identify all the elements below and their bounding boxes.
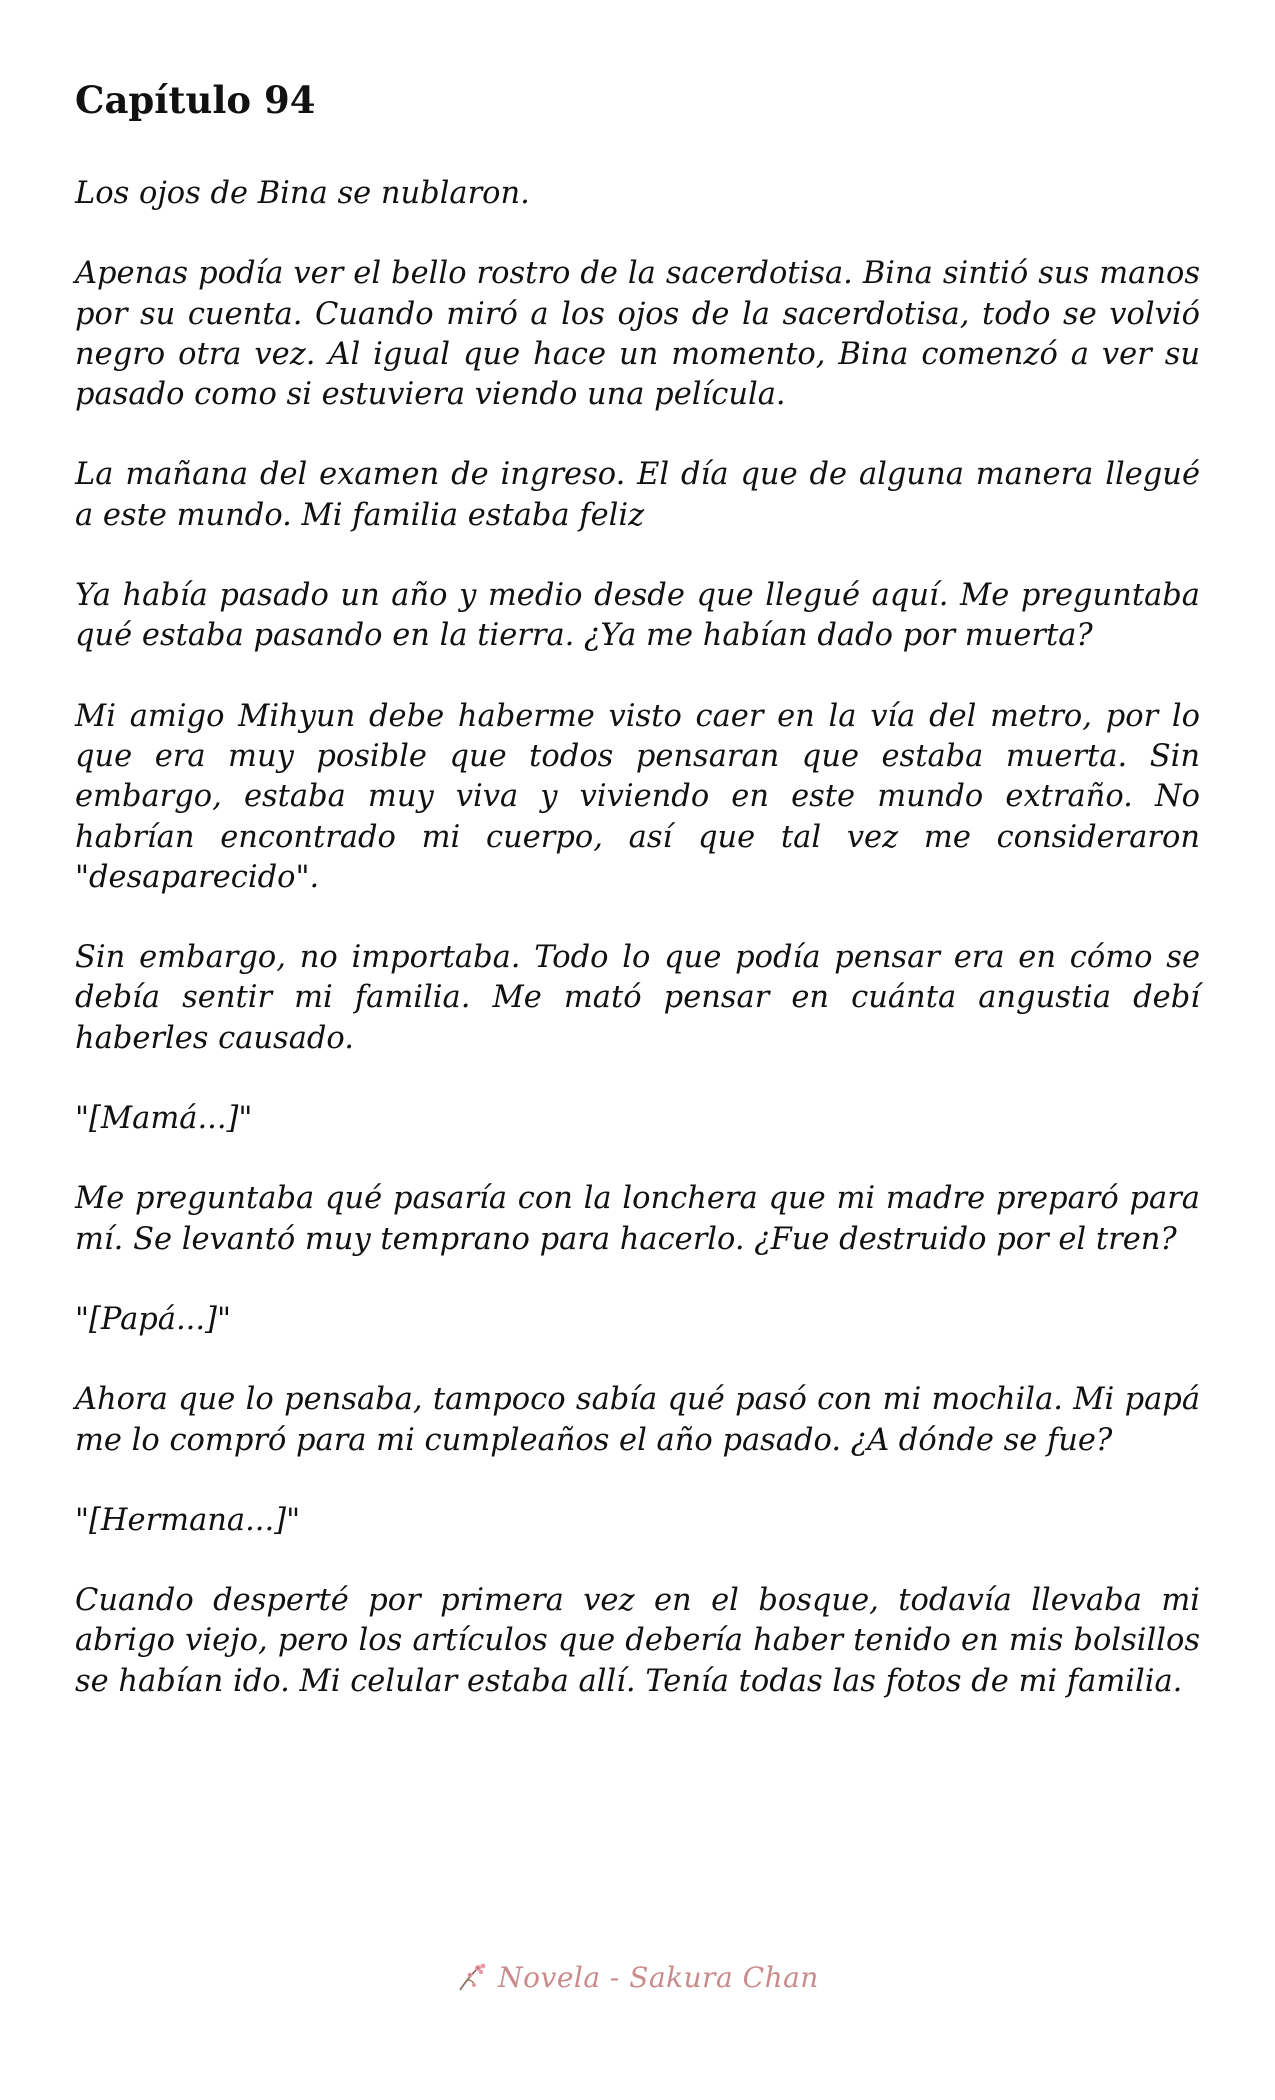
paragraph: Cuando desperté por primera vez en el bosque, todavía llevaba mi abrigo viejo, pero los artículos que debería haber tenido en mis bolsillos se habían ido. Mi celular estaba allí. Tenía todas las fotos de mi familia. [75, 1583, 1200, 1699]
watermark-text: Novela - Sakura Chan [498, 1960, 819, 1994]
dialogue-line: "[Papá...]" [75, 1301, 231, 1337]
paragraph: Mi amigo Mihyun debe haberme visto caer en la vía del metro, por lo que era muy posible que todos pensaran que estaba muerta. Sin embargo, estaba muy viva y viviendo en este mundo extraño. No habrían encontrado mi cuerpo, así que tal vez me consideraron "desaparecido". [75, 698, 1200, 895]
paragraph: La mañana del examen de ingreso. El día que de alguna manera llegué a este mundo. Mi familia estaba feliz [75, 457, 1200, 533]
paragraph: Ya había pasado un año y medio desde que llegué aquí. Me preguntaba qué estaba pasando en la tierra. ¿Ya me habían dado por muerta? [75, 578, 1200, 654]
dialogue-line: "[Hermana...]" [75, 1502, 301, 1538]
chapter-body [75, 174, 1200, 1702]
paragraph: Me preguntaba qué pasaría con la lonchera que mi madre preparó para mí. Se levantó muy temprano para hacerlo. ¿Fue destruido por el tren? [75, 1181, 1200, 1257]
paragraph: Ahora que lo pensaba, tampoco sabía qué pasó con mi mochila. Mi papá me lo compró para mi cumpleaños el año pasado. ¿A dónde se fue? [75, 1382, 1200, 1458]
paragraph: Los ojos de Bina se nublaron. [75, 176, 530, 211]
footer-watermark [0, 1960, 1275, 1994]
paragraph: Apenas podía ver el bello rostro de la sacerdotisa. Bina sintió sus manos por su cuenta. Cuando miró a los ojos de la sacerdotisa, todo se volvió negro otra vez. Al igual que hace un momento, Bina comenzó a ver su pasado como si estuviera viendo una película. [75, 256, 1200, 413]
chapter-title: Capítulo 94 [75, 78, 316, 122]
sakura-blossom-icon [456, 1960, 490, 1994]
paragraph: Sin embargo, no importaba. Todo lo que podía pensar era en cómo se debía sentir mi familia. Me mató pensar en cuánta angustia debí haberles causado. [75, 940, 1200, 1056]
dialogue-line: "[Mamá...]" [75, 1101, 253, 1137]
